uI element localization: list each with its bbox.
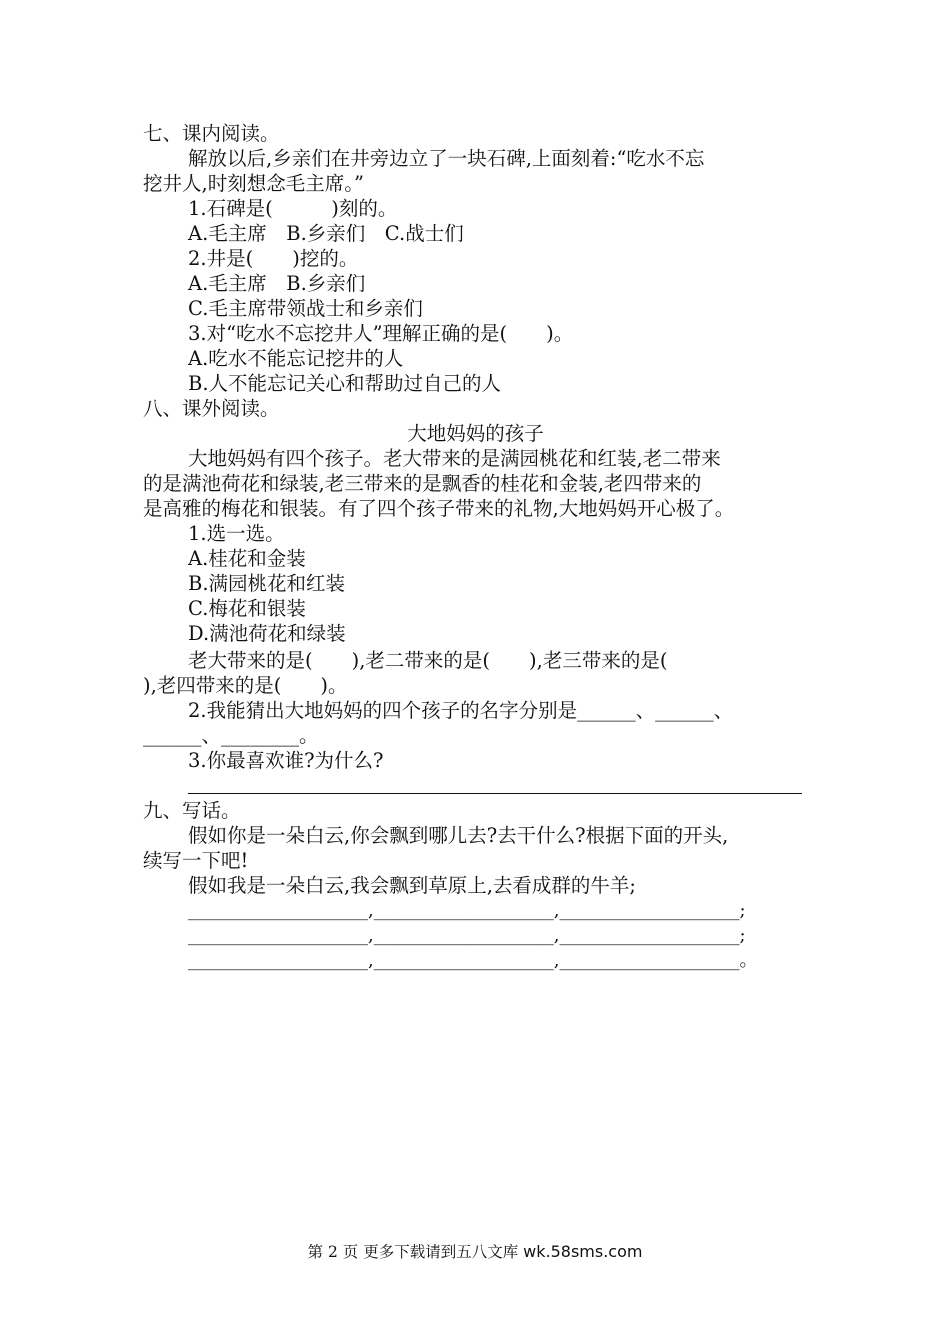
writing-blank-line3[interactable]: ____________________,____________________,____________________。 — [188, 950, 758, 971]
section7-question3: 3.对“吃水不忘挖井人”理解正确的是( )。 — [188, 322, 574, 345]
writing-blank-line2[interactable]: ____________________,____________________,____________________; — [188, 925, 746, 946]
story-title: 大地妈妈的孩子 — [407, 422, 544, 445]
section7-question2: 2.井是( )挖的。 — [188, 247, 359, 270]
fill-sentence-line1: 老大带来的是( ),老二带来的是( ),老三带来的是( — [188, 649, 668, 672]
option-d: D.满池荷花和绿装 — [188, 622, 346, 645]
option-b: B.满园桃花和红装 — [188, 572, 346, 595]
section7-question2-option-c: C.毛主席带领战士和乡亲们 — [188, 297, 423, 320]
section9-title: 九、写话。 — [143, 799, 241, 822]
story-passage-line3: 是高雅的梅花和银装。有了四个孩子带来的礼物,大地妈妈开心极了。 — [143, 497, 735, 520]
section7-passage-line2: 挖井人,时刻想念毛主席。” — [143, 172, 364, 195]
option-a: A.桂花和金装 — [188, 547, 306, 570]
section8-question1: 1.选一选。 — [188, 522, 285, 545]
page-footer — [0, 1242, 950, 1262]
section9-prompt-line1: 假如你是一朵白云,你会飘到哪儿去?去干什么?根据下面的开头, — [188, 824, 729, 847]
footer-page-label: 第 2 页 更多下载请到五八文库 — [307, 1243, 519, 1261]
fill-sentence-line2: ),老四带来的是( )。 — [143, 674, 348, 697]
section8-question2-line2: ______、________。 — [143, 724, 319, 747]
story-passage-line1: 大地妈妈有四个孩子。老大带来的是满园桃花和红装,老二带来 — [188, 447, 721, 470]
section7-question1: 1.石碑是( )刻的。 — [188, 197, 398, 220]
answer-line[interactable] — [188, 793, 802, 794]
section8-title: 八、课外阅读。 — [143, 397, 280, 420]
story-passage-line2: 的是满池荷花和绿装,老三带来的是飘香的桂花和金装,老四带来的 — [143, 472, 702, 495]
section7-question1-options: A.毛主席 B.乡亲们 C.战士们 — [188, 222, 464, 245]
writing-blank-line1[interactable]: ____________________,____________________,____________________; — [188, 900, 746, 921]
section7-question3-option-b: B.人不能忘记关心和帮助过自己的人 — [188, 372, 502, 395]
section7-passage-line1: 解放以后,乡亲们在井旁边立了一块石碑,上面刻着:“吃水不忘 — [188, 147, 705, 170]
section7-title: 七、课内阅读。 — [143, 122, 280, 145]
section8-question3: 3.你最喜欢谁?为什么? — [188, 749, 384, 772]
section7-question3-option-a: A.吃水不能忘记挖井的人 — [188, 347, 404, 370]
section9-opening: 假如我是一朵白云,我会飘到草原上,去看成群的牛羊; — [188, 874, 636, 897]
option-c: C.梅花和银装 — [188, 597, 306, 620]
section7-question2-options-ab: A.毛主席 B.乡亲们 — [188, 272, 366, 295]
section9-prompt-line2: 续写一下吧! — [143, 849, 249, 872]
section8-question2-line1: 2.我能猜出大地妈妈的四个孩子的名字分别是______、______、 — [188, 699, 734, 722]
footer-site-link[interactable]: wk.58sms.com — [523, 1242, 643, 1261]
